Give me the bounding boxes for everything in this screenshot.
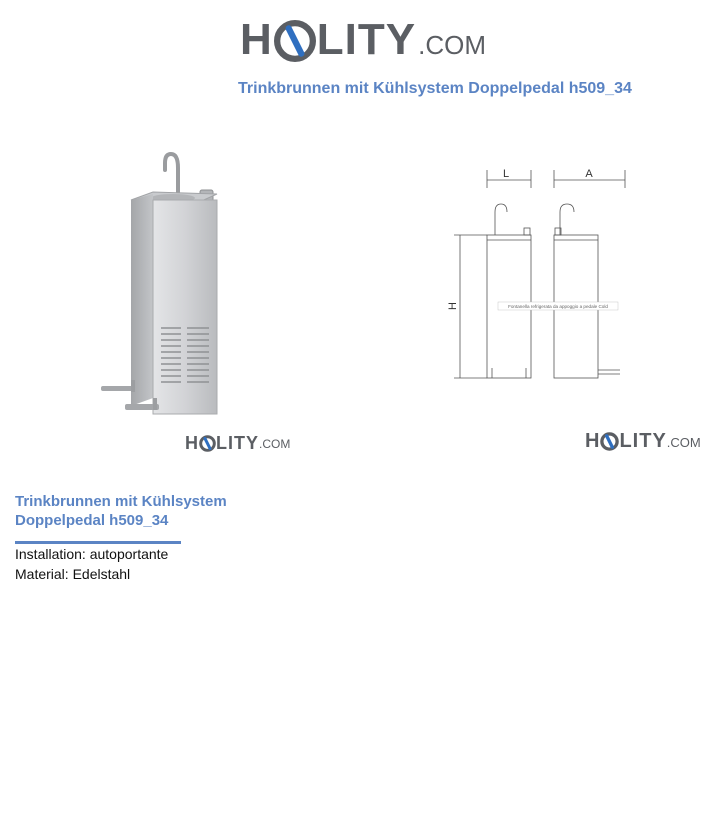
logo-letters-h: H xyxy=(585,430,601,452)
technical-drawing xyxy=(440,160,640,385)
logo-o-mark-icon xyxy=(274,20,316,62)
logo-letters-lity: LITY xyxy=(316,15,417,64)
logo-letters-h: H xyxy=(185,433,199,453)
title-divider xyxy=(15,541,181,544)
product-photo xyxy=(95,148,225,420)
product-title xyxy=(15,492,275,530)
dimension-depth-label: A xyxy=(585,168,593,180)
product-title-line1: Trinkbrunnen mit Kühlsystem xyxy=(15,493,227,510)
spec-installation: Installation: autoportante xyxy=(15,546,169,562)
page-title: Trinkbrunnen mit Kühlsystem Doppelpedal h509_34 xyxy=(238,80,632,97)
holity-logo xyxy=(240,14,486,62)
dimension-width-label: L xyxy=(502,168,510,180)
logo-suffix: .COM xyxy=(666,435,701,450)
logo-o-mark-icon xyxy=(600,432,619,451)
product-title-line2: Doppelpedal h509_34 xyxy=(15,512,169,529)
dimension-height-label: H xyxy=(447,302,459,310)
logo-o-mark-icon xyxy=(199,435,216,452)
logo-letters-lity: LITY xyxy=(216,433,259,453)
holity-logo-small xyxy=(585,429,701,451)
logo-suffix: .COM xyxy=(259,437,291,451)
drawing-caption: Fontanella refrigerata da appoggio a pedale Cold xyxy=(508,304,608,309)
logo-letters-lity: LITY xyxy=(619,430,667,452)
logo-suffix: .COM xyxy=(418,30,486,60)
logo-letters-h: H xyxy=(240,15,273,64)
holity-logo-small xyxy=(185,432,290,452)
spec-material: Material: Edelstahl xyxy=(15,566,131,582)
